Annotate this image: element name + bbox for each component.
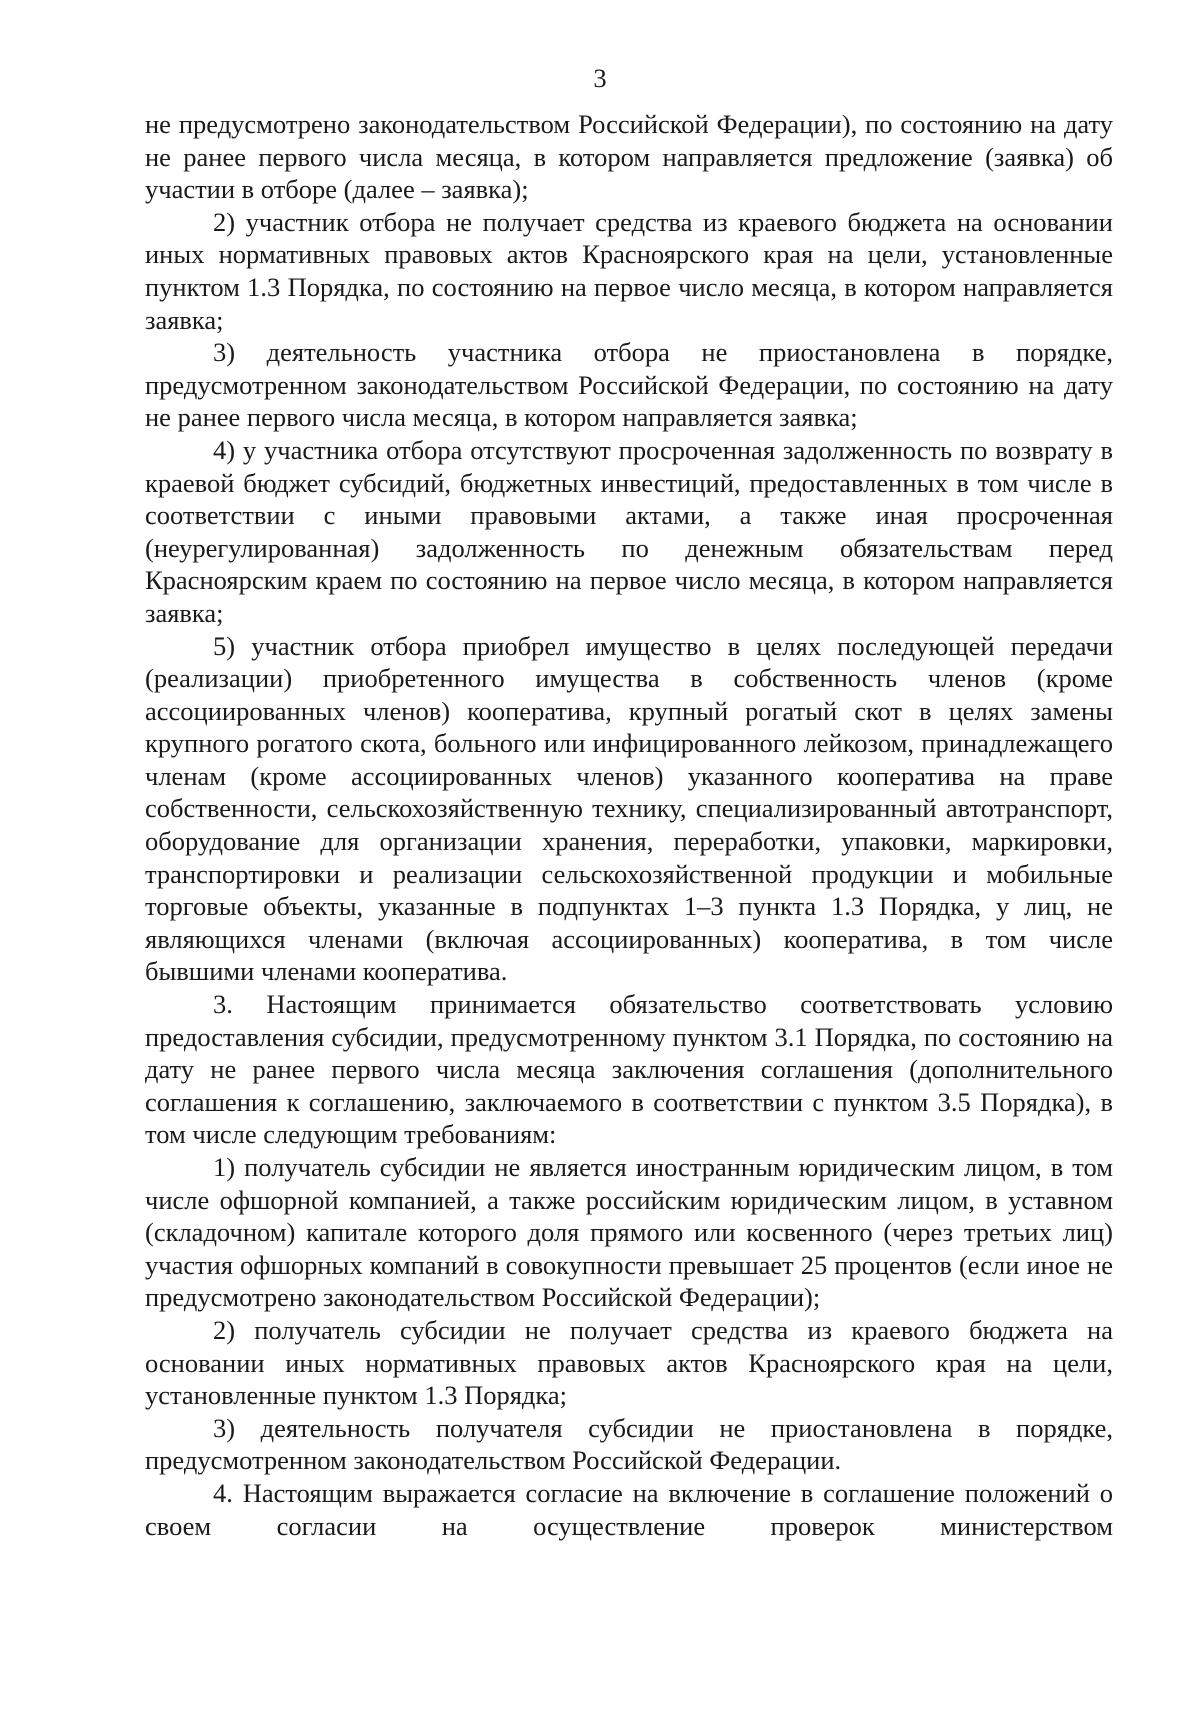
paragraph-item-2: 2) участник отбора не получает средства из краевого бюджета на основании иных нормативных правовых актов Красноярского края на цели, установленные пунктом 1.3 Порядка, по состоянию на первое число месяца, в котором направляется заявка;: [145, 206, 1113, 335]
paragraph-requirement-1: 1) получатель субсидии не является иностранным юридическим лицом, в том числе офшорной компанией, а также российским юридическим лицом, в уставном (складочном) капитале которого доля прямого или косвенного (через третьих лиц) участия офшорных компаний в совокупности превышает 25 процентов (если иное не предусмотрено законодательством Российской Федерации);: [145, 1152, 1113, 1313]
paragraph-item-3: 3) деятельность участника отбора не приостановлена в порядке, предусмотренном законодательством Российской Федерации, по состоянию на дату не ранее первого числа месяца, в котором направляется заявка;: [145, 337, 1113, 433]
page-number: 3: [593, 63, 607, 93]
paragraph-item-4: 4) у участника отбора отсутствуют просроченная задолженность по возврату в краевой бюджет субсидий, бюджетных инвестиций, предоставленных в том числе в соответствии с иными правовыми актами, а также иная просроченная (неурегулированная) задолженность по денежным обязательствам перед Красноярским краем по состоянию на первое число месяца, в котором направляется заявка;: [145, 434, 1113, 628]
paragraph-section-4: 4. Настоящим выражается согласие на включение в соглашение положений о своем согласии на осуществление проверок министерством: [145, 1477, 1113, 1541]
paragraph-continuation: не предусмотрено законодательством Российской Федерации), по состоянию на дату не ранее первого числа месяца, в котором направляется предложение (заявка) об участии в отборе (далее – заявка);: [145, 109, 1113, 205]
document-body: [145, 108, 1113, 1542]
paragraph-requirement-2: 2) получатель субсидии не получает средства из краевого бюджета на основании иных нормативных правовых актов Красноярского края на цели, установленные пунктом 1.3 Порядка;: [145, 1314, 1113, 1411]
paragraph-requirement-3: 3) деятельность получателя субсидии не приостановлена в порядке, предусмотренном законодательством Российской Федерации.: [145, 1412, 1113, 1476]
paragraph-section-3: 3. Настоящим принимается обязательство соответствовать условию предоставления субсидии, предусмотренному пунктом 3.1 Порядка, по состоянию на дату не ранее первого числа месяца заключения соглашения (дополнительного соглашения к соглашению, заключаемого в соответствии с пунктом 3.5 Порядка), в том числе следующим требованиям:: [145, 989, 1113, 1150]
paragraph-item-5: 5) участник отбора приобрел имущество в целях последующей передачи (реализации) приобретенного имущества в собственность членов (кроме ассоциированных членов) кооператива, крупный рогатый скот в целях замены крупного рогатого скота, больного или инфицированного лейкозом, принадлежащего членам (кроме ассоциированных членов) указанного кооператива на праве собственности, сельскохозяйственную технику, специализированный автотранспорт, оборудование для организации хранения, переработки, упаковки, маркировки, транспортировки и реализации сельскохозяйственной продукции и мобильные торговые объекты, указанные в подпунктах 1–3 пункта 1.3 Порядка, у лиц, не являющихся членами (включая ассоциированных) кооператива, в том числе бывшими членами кооператива.: [145, 630, 1113, 987]
